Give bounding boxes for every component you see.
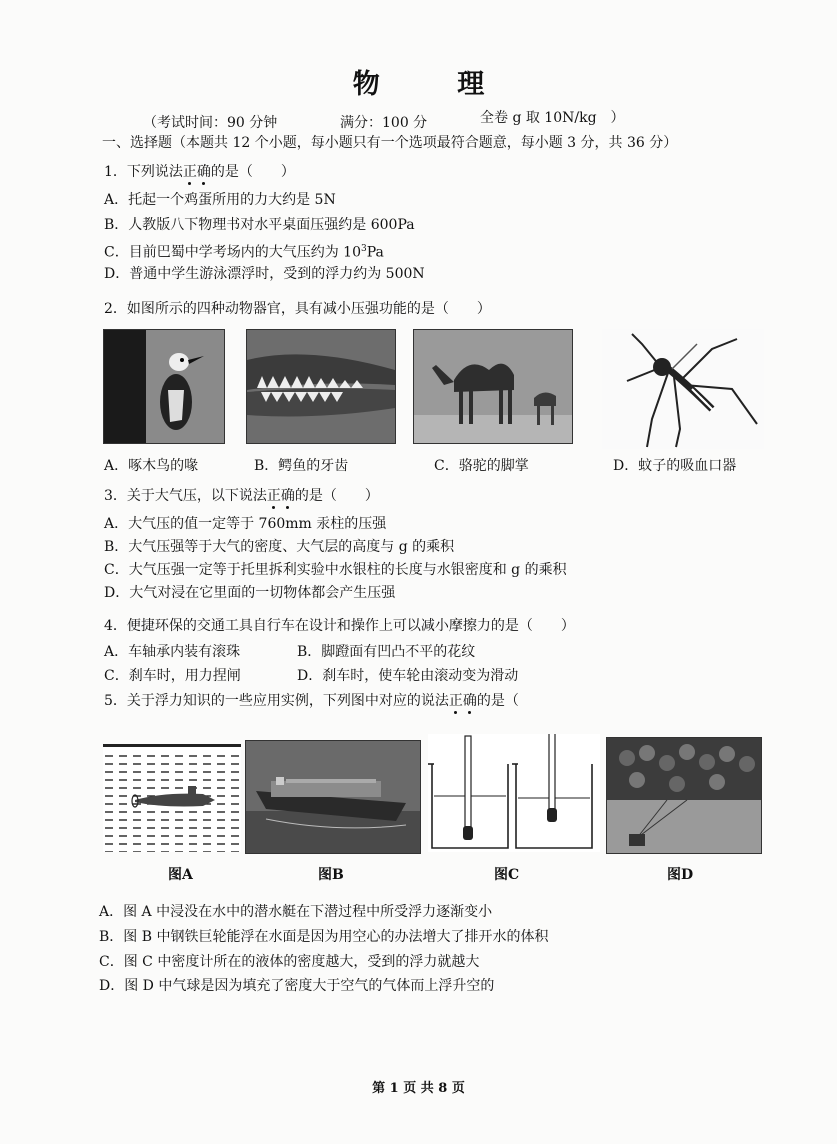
q5-option-d: D．图 D 中气球是因为填充了密度大于空气的气体而上浮升空的 (99, 978, 495, 994)
figure-c-caption: 图C (494, 867, 520, 883)
q3-stem: 3．关于大气压，以下说法正确的是（ ） (104, 488, 379, 504)
q1-option-d: D．普通中学生游泳漂浮时，受到的浮力约为 500N (104, 266, 425, 282)
q3-option-c: C．大气压强一定等于托里拆利实验中水银柱的长度与水银密度和 g 的乘积 (104, 562, 567, 578)
balloons-photo (606, 737, 762, 854)
q5-option-c: C．图 C 中密度计所在的液体的密度越大，受到的浮力就越大 (99, 954, 480, 970)
q1-option-c: C．目前巴蜀中学考场内的大气压约为 $10^3Pa$ (104, 244, 384, 261)
mosquito-photo (602, 329, 764, 449)
exam-time: （考试时间：90 分钟 (143, 115, 278, 131)
q1-option-b: B．人教版八下物理书对水平桌面压强约是 600Pa (104, 217, 415, 233)
q2-option-d: D．蚊子的吸血口器 (613, 458, 737, 474)
woodpecker-photo (103, 329, 225, 444)
q3-option-b: B．大气压强等于大气的密度、大气层的高度与 g 的乘积 (104, 539, 455, 555)
figure-b-caption: 图B (318, 867, 344, 883)
submarine-figure (103, 744, 241, 852)
figure-a-caption: 图A (168, 867, 193, 883)
q2-option-a: A．啄木鸟的喙 (104, 458, 199, 474)
q4-option-d: D．刹车时，使车轮由滚动变为滑动 (297, 668, 519, 684)
figure-d-caption: 图D (667, 867, 694, 883)
q4-option-a: A．车轴承内装有滚珠 (104, 644, 241, 660)
section1-header: 一、选择题（本题共 12 个小题，每小题只有一个选项最符合题意，每小题 3 分，共 36 分） (102, 135, 678, 151)
q1-option-a: A．托起一个鸡蛋所用的力大约是 5N (104, 192, 336, 208)
q3-option-a: A．大气压的值一定等于 760mm 汞柱的压强 (104, 516, 387, 532)
q4-option-c: C．刹车时，用力捏闸 (104, 668, 241, 684)
camel-photo (413, 329, 573, 444)
exam-gravity: 全卷 g 取 10N/kg ） (480, 110, 625, 126)
page-footer: 第 1 页 共 8 页 (372, 1081, 465, 1096)
q5-option-a: A．图 A 中浸没在水中的潜水艇在下潜过程中所受浮力逐渐变小 (99, 904, 493, 920)
q2-stem: 2．如图所示的四种动物器官，具有减小压强功能的是（ ） (104, 301, 491, 317)
crocodile-photo (246, 329, 396, 444)
q4-option-b: B．脚蹬面有凹凸不平的花纹 (297, 644, 476, 660)
q2-option-c: C．骆驼的脚掌 (434, 458, 529, 474)
hydrometer-figure (428, 734, 600, 852)
q3-option-d: D．大气对浸在它里面的一切物体都会产生压强 (104, 585, 396, 601)
exam-score: 满分：100 分 (340, 115, 428, 131)
q5-option-b: B．图 B 中钢铁巨轮能浮在水面是因为用空心的办法增大了排开水的体积 (99, 929, 549, 945)
ship-photo (245, 740, 421, 854)
q4-stem: 4．便捷环保的交通工具自行车在设计和操作上可以减小摩擦力的是（ ） (104, 618, 575, 634)
q5-stem: 5．关于浮力知识的一些应用实例，下列图中对应的说法正确的是（ (104, 693, 519, 709)
page-title: 物 理 (352, 69, 519, 100)
q1-stem: 1．下列说法正确的是（ ） (104, 164, 295, 180)
q2-option-b: B．鳄鱼的牙齿 (254, 458, 349, 474)
